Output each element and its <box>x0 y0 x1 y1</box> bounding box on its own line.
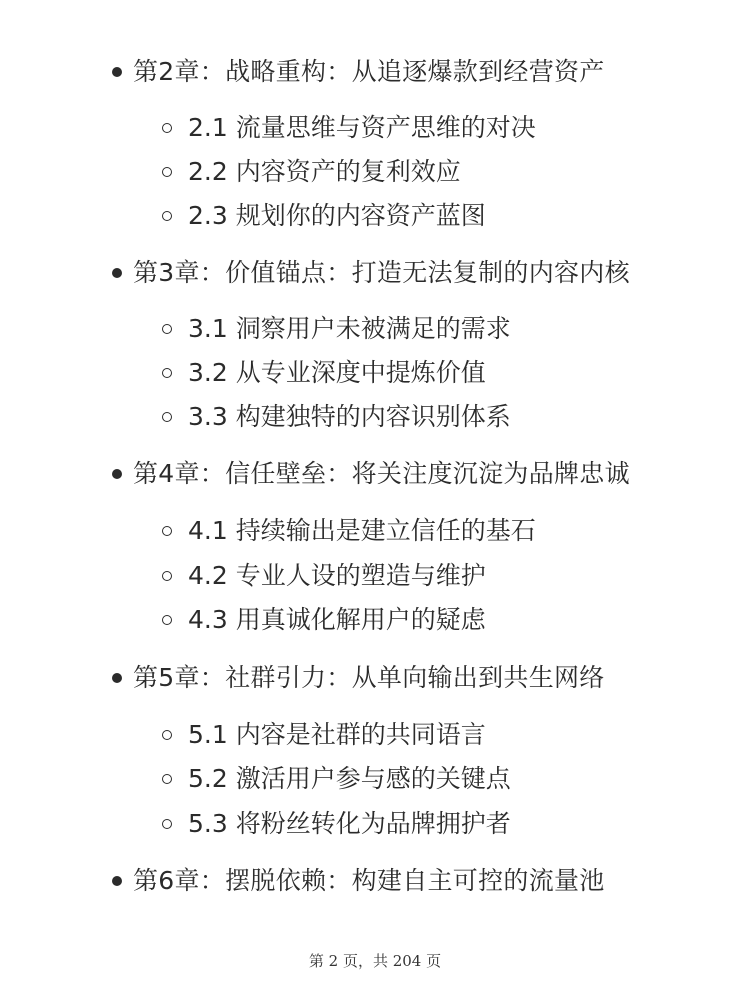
bullet-circle-icon <box>162 526 172 536</box>
section-item <box>0 355 750 391</box>
bullet-disc-icon <box>112 673 122 683</box>
section-label: 4.2 专业人设的塑造与维护 <box>188 561 486 590</box>
section-item <box>0 806 750 842</box>
bullet-circle-icon <box>162 774 172 784</box>
chapter-title: 第4章：信任壁垒：将关注度沉淀为品牌忠诚 <box>133 459 630 488</box>
section-item <box>0 154 750 190</box>
section-label: 5.1 内容是社群的共同语言 <box>188 720 486 749</box>
section-label: 3.3 构建独特的内容识别体系 <box>188 402 511 431</box>
page-indicator: 第 2 页，共 204 页 <box>308 952 442 970</box>
section-item <box>0 602 750 638</box>
bullet-circle-icon <box>162 615 172 625</box>
section-item <box>0 110 750 146</box>
chapter-title: 第3章：价值锚点：打造无法复制的内容内核 <box>133 258 630 287</box>
bullet-circle-icon <box>162 368 172 378</box>
bullet-disc-icon <box>112 469 122 479</box>
bullet-circle-icon <box>162 123 172 133</box>
section-label: 3.2 从专业深度中提炼价值 <box>188 358 486 387</box>
section-label: 5.3 将粉丝转化为品牌拥护者 <box>188 809 511 838</box>
section-item <box>0 558 750 594</box>
section-item <box>0 198 750 234</box>
bullet-circle-icon <box>162 819 172 829</box>
bullet-circle-icon <box>162 167 172 177</box>
section-label: 4.3 用真诚化解用户的疑虑 <box>188 605 486 634</box>
section-label: 5.2 激活用户参与感的关键点 <box>188 764 511 793</box>
section-item <box>0 513 750 549</box>
bullet-disc-icon <box>112 876 122 886</box>
section-label: 2.3 规划你的内容资产蓝图 <box>188 201 486 230</box>
bullet-disc-icon <box>112 268 122 278</box>
section-item <box>0 311 750 347</box>
bullet-circle-icon <box>162 571 172 581</box>
bullet-circle-icon <box>162 324 172 334</box>
section-item <box>0 399 750 435</box>
section-item <box>0 761 750 797</box>
section-label: 4.1 持续输出是建立信任的基石 <box>188 516 536 545</box>
bullet-disc-icon <box>112 67 122 77</box>
bullet-circle-icon <box>162 412 172 422</box>
chapter-title: 第5章：社群引力：从单向输出到共生网络 <box>133 663 605 692</box>
section-label: 3.1 洞察用户未被满足的需求 <box>188 314 511 343</box>
bullet-circle-icon <box>162 211 172 221</box>
section-item <box>0 717 750 753</box>
section-label: 2.1 流量思维与资产思维的对决 <box>188 113 536 142</box>
chapter-title: 第2章：战略重构：从追逐爆款到经营资产 <box>133 57 605 86</box>
bullet-circle-icon <box>162 730 172 740</box>
section-label: 2.2 内容资产的复利效应 <box>188 157 461 186</box>
chapter-title: 第6章：摆脱依赖：构建自主可控的流量池 <box>133 866 605 895</box>
